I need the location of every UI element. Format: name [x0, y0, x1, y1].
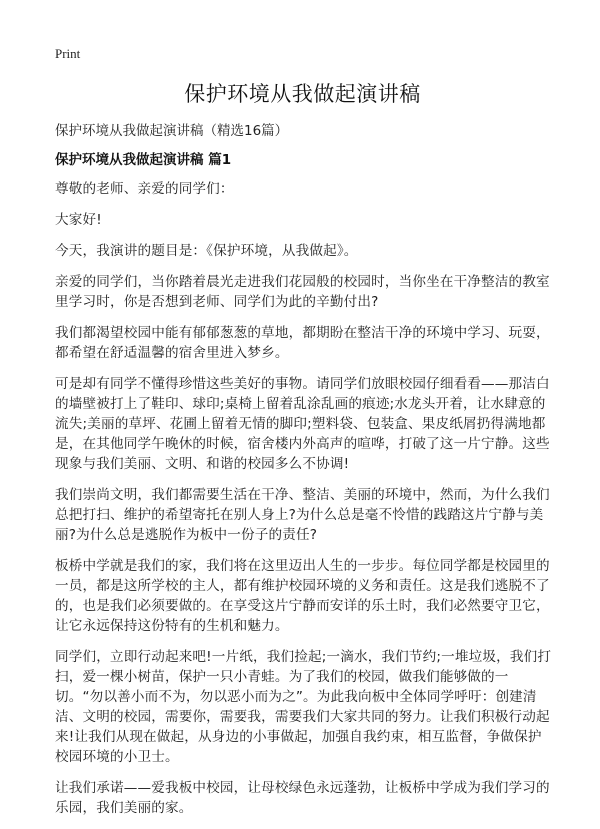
paragraph: 亲爱的同学们，当你踏着晨光走进我们花园般的校园时，当你坐在干净整洁的教室里学习时，你是否想到老师、同学们为此的辛勤付出?: [55, 274, 550, 310]
paragraph: 板桥中学就是我们的家，我们将在这里迈出人生的一步步。每位同学都是校园里的一员，都是这所学校的主人，都有维护校园环境的义务和责任。这是我们逃脱不了的，也是我们必须要做的。在享受这片宁静而安详的乐土时，我们必然要守卫它，让它永远保持这份特有的生机和魅力。: [55, 558, 550, 634]
section-heading: 保护环境从我做起演讲稿 篇1: [55, 152, 232, 168]
paragraph-greeting: 大家好!: [55, 212, 102, 228]
paragraph-salutation: 尊敬的老师、亲爱的同学们：: [55, 181, 234, 197]
document-subtitle: 保护环境从我做起演讲稿（精选16篇）: [55, 123, 289, 139]
print-link[interactable]: Print: [55, 46, 81, 61]
document-title: 保护环境从我做起演讲稿: [184, 82, 421, 106]
paragraph: 今天，我演讲的题目是：《保护环境，从我做起》。: [55, 243, 358, 259]
paragraph: 我们都渴望校园中能有郁郁葱葱的草地，都期盼在整洁干净的环境中学习、玩耍，都希望在舒适温馨的宿舍里进入梦乡。: [55, 325, 550, 361]
paragraph: 我们崇尚文明，我们都需要生活在干净、整洁、美丽的环境中，然而，为什么我们总把打扫、维护的希望寄托在别人身上?为什么总是毫不怜惜的践踏这片宁静与美丽?为什么总是逃脱作为板中一份子的责任?: [55, 487, 550, 543]
paragraph: 让我们承诺——爱我板中校园，让母校绿色永远蓬勃，让板桥中学成为我们学习的乐园，我们美丽的家。: [55, 780, 550, 816]
paragraph: 可是却有同学不懂得珍惜这些美好的事物。请同学们放眼校园仔细看看——那洁白的墙壁被打上了鞋印、球印;桌椅上留着乱涂乱画的痕迹;水龙头开着，让水肆意的流失;美丽的草坪、花圃上留着无情的脚印;塑料袋、包装盒、果皮纸屑扔得满地都是，在其他同学午晚休的时候，宿舍楼内外高声的喧哗，打破了这一片宁静。这些现象与我们美丽、文明、和谐的校园多么不协调!: [55, 376, 550, 472]
paragraph: 同学们，立即行动起来吧!一片纸，我们捡起;一滴水，我们节约;一堆垃圾，我们打扫，爱一棵小树苗，保护一只小青蛙。为了我们的校园，做我们能够做的一切。“勿以善小而不为，勿以恶小而为之”。为此我向板中全体同学呼吁：创建清洁、文明的校园，需要你，需要我，需要我们大家共同的努力。让我们积极行动起来!让我们从现在做起，从身边的小事做起，加强自我约束，相互监督，争做保护校园环境的小卫士。: [55, 649, 552, 765]
document-body: [55, 179, 555, 829]
